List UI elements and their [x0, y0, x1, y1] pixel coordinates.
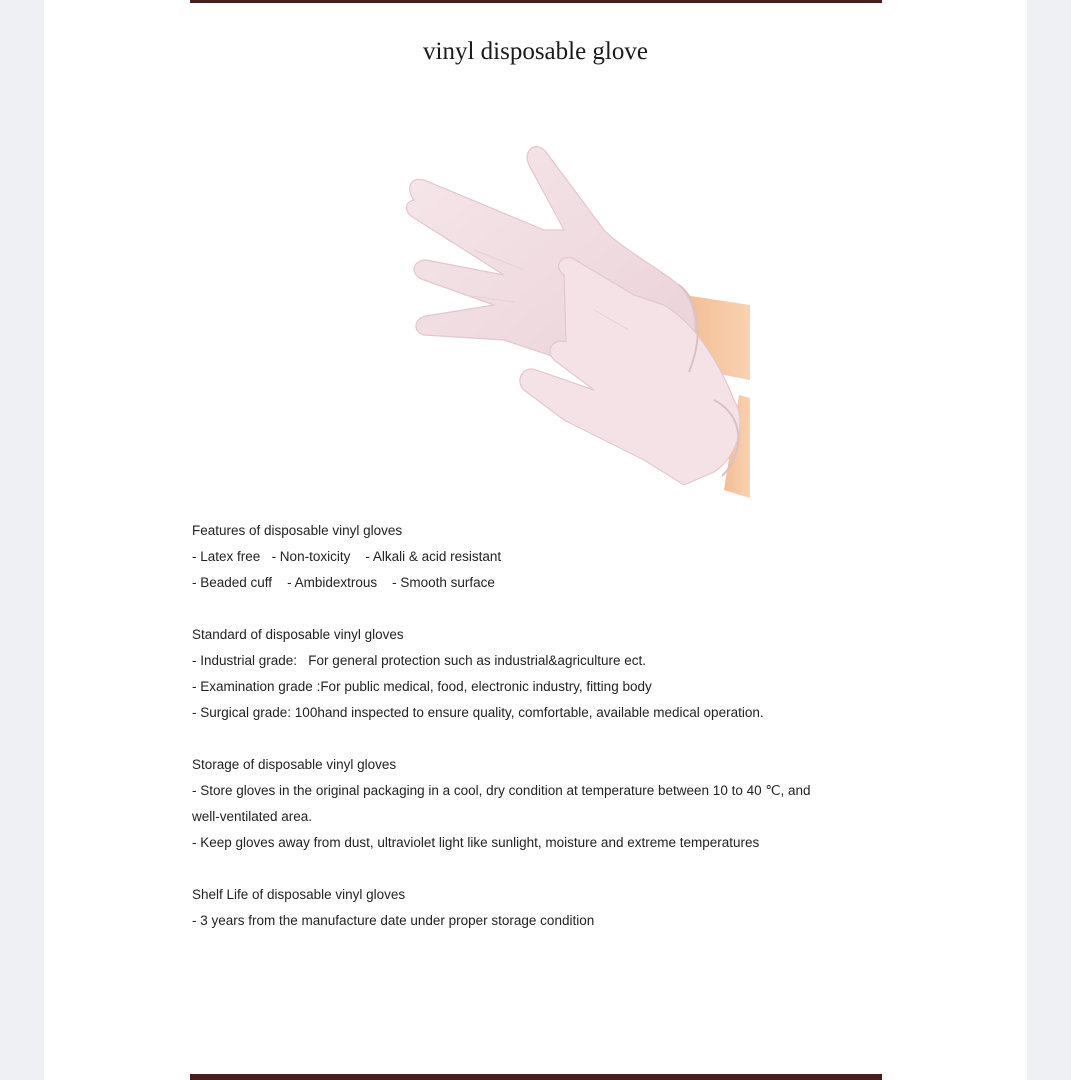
feature-item: - Latex free	[192, 549, 261, 564]
storage-line: well-ventilated area.	[192, 809, 313, 824]
document-page	[44, 0, 1027, 1080]
feature-item: - Beaded cuff	[192, 575, 273, 590]
feature-item: - Ambidextrous	[287, 575, 378, 590]
document-body	[192, 518, 892, 960]
features-row	[192, 570, 892, 596]
standard-section	[192, 622, 892, 726]
standard-heading: Standard of disposable vinyl gloves	[192, 627, 404, 642]
features-heading: Features of disposable vinyl gloves	[192, 523, 403, 538]
shelf-life-section	[192, 882, 892, 934]
features-section	[192, 518, 892, 596]
storage-heading: Storage of disposable vinyl gloves	[192, 757, 397, 772]
storage-section	[192, 752, 892, 856]
vinyl-gloves-photo-icon	[354, 80, 750, 510]
standard-line: - Industrial grade: For general protection such as industrial&agriculture ect.	[192, 653, 646, 668]
feature-item: - Non-toxicity	[271, 549, 351, 564]
document-title: vinyl disposable glove	[423, 38, 648, 65]
shelf-life-line: - 3 years from the manufacture date under proper storage condition	[192, 913, 595, 928]
storage-line: - Store gloves in the original packaging in a cool, dry condition at temperature between 10 to 40 ℃, and	[192, 783, 811, 798]
shelf-life-heading: Shelf Life of disposable vinyl gloves	[192, 887, 406, 902]
feature-item: - Smooth surface	[392, 575, 495, 590]
storage-line: - Keep gloves away from dust, ultraviolet light like sunlight, moisture and extreme temperatures	[192, 835, 760, 850]
top-rule	[190, 0, 882, 3]
standard-line: - Examination grade :For public medical, food, electronic industry, fitting body	[192, 679, 652, 694]
standard-line: - Surgical grade: 100hand inspected to ensure quality, comfortable, available medical operation.	[192, 705, 764, 720]
feature-item: - Alkali & acid resistant	[365, 549, 502, 564]
features-row	[192, 544, 892, 570]
bottom-rule	[190, 1074, 882, 1080]
